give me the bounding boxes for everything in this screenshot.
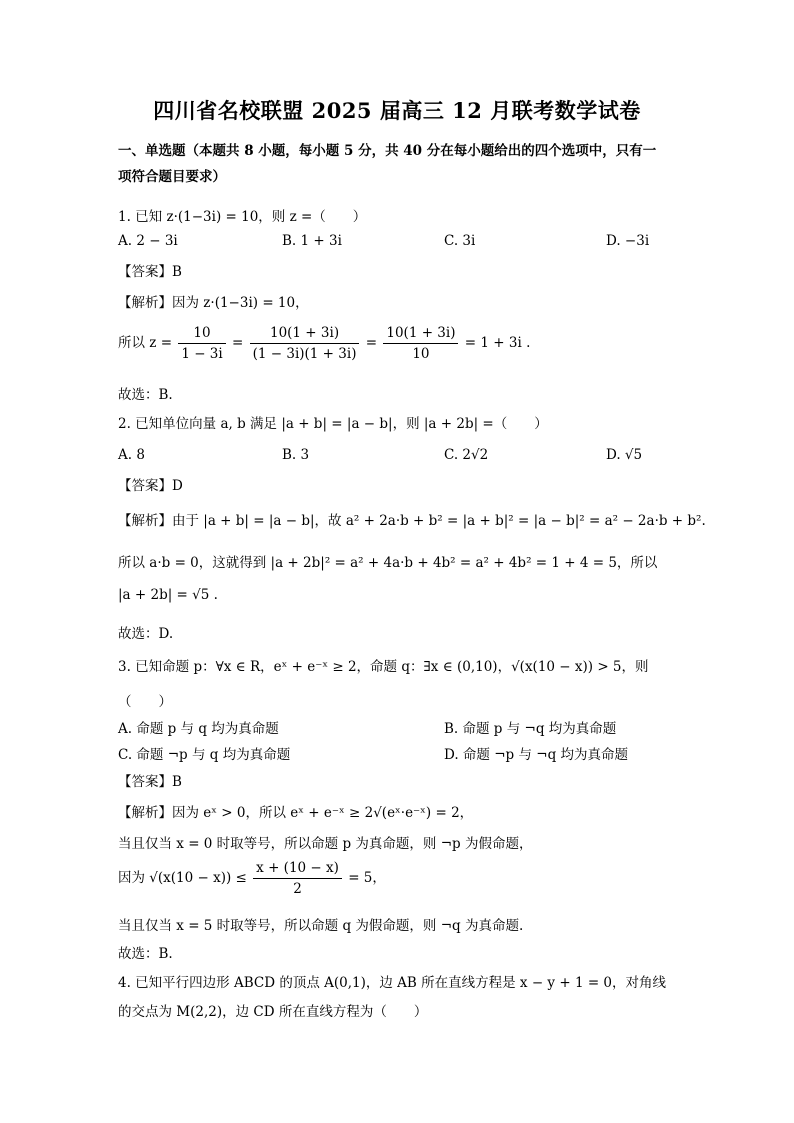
exam-title: 四川省名校联盟 2025 届高三 12 月联考数学试卷 [153, 98, 641, 123]
q1-fraction-2 [250, 325, 360, 362]
q1-answer: 【答案】B [118, 264, 182, 280]
q1-fraction-1-denominator: 1 − 3i [181, 346, 223, 362]
q1-option-d: D. −3i [606, 233, 650, 249]
q4-stem-line-2: 的交点为 M(2,2)，边 CD 所在直线方程为（ ） [118, 1004, 428, 1020]
q2-analysis-line-2: 所以 a·b = 0，这就得到 |a + 2b|² = a² + 4a·b + 4b² = a² + 4b² = 1 + 4 = 5，所以 [118, 555, 658, 571]
q3-analysis-line-4: 当且仅当 x = 5 时取等号，所以命题 q 为假命题，则 ¬q 为真命题. [118, 918, 524, 934]
q2-choose: 故选：D. [118, 626, 174, 642]
q3-option-b: B. 命题 p 与 ¬q 均为真命题 [444, 721, 617, 737]
q1-fraction-2-numerator: 10(1 + 3i) [250, 325, 360, 344]
q1-option-c: C. 3i [444, 233, 476, 249]
q3-option-c: C. 命题 ¬p 与 q 均为真命题 [118, 747, 291, 763]
q1-analysis-line-1: 【解析】因为 z·(1−3i) = 10， [118, 295, 309, 311]
q2-analysis-line-1: 【解析】由于 |a + b| = |a − b|，故 a² + 2a·b + b² = |a + b|² = |a − b|² = a² − 2a·b + b². [118, 513, 706, 529]
q3-stem-line-1: 3. 已知命题 p：∀x ∈ R，eˣ + e⁻ˣ ≥ 2，命题 q：∃x ∈ (0,10)，√(x(10 − x)) > 5，则 [118, 659, 649, 675]
q1-fraction-1 [178, 325, 225, 362]
q2-analysis-line-3: |a + 2b| = √5 . [118, 587, 218, 603]
q2-option-d: D. √5 [606, 447, 643, 463]
q1-fraction-3-denominator: 10 [412, 346, 430, 362]
q3-stem-line-2: （ ） [118, 694, 172, 710]
q3-analysis-line-1: 【解析】因为 eˣ > 0，所以 eˣ + e⁻ˣ ≥ 2√(eˣ·e⁻ˣ) = 2， [118, 805, 474, 821]
q3-analysis-line-2: 当且仅当 x = 0 时取等号，所以命题 p 为真命题，则 ¬p 为假命题， [118, 836, 533, 852]
q3-option-a: A. 命题 p 与 q 均为真命题 [118, 721, 279, 737]
q2-answer: 【答案】D [118, 478, 183, 494]
q3-answer: 【答案】B [118, 774, 182, 790]
q3-formula-prefix: 因为 √(x(10 − x)) ≤ [118, 870, 247, 886]
q3-fraction-numerator: x + (10 − x) [253, 860, 342, 879]
q2-option-b: B. 3 [282, 447, 310, 463]
q1-choose: 故选：B. [118, 387, 173, 403]
q2-option-a: A. 8 [118, 447, 145, 463]
q2-stem: 2. 已知单位向量 a, b 满足 |a + b| = |a − b|，则 |a + 2b| =（ ） [118, 416, 548, 432]
q3-fraction-denominator: 2 [293, 881, 302, 897]
q2-option-c: C. 2√2 [444, 447, 489, 463]
q1-analysis-formula: 所以 z = $\frac{10}{1 - 3i}$ = $\frac{10(1 + 3i)}{(1 - 3i)(1 + 3i)}$ = $\frac{10(1 + 3i)}{10}$ = 1 + 3i . [118, 325, 531, 362]
q3-option-d: D. 命题 ¬p 与 ¬q 均为真命题 [444, 747, 628, 763]
q1-formula-prefix: 所以 z = [118, 335, 173, 351]
q4-stem-line-1: 4. 已知平行四边形 ABCD 的顶点 A(0,1)，边 AB 所在直线方程是 x − y + 1 = 0，对角线 [118, 975, 667, 991]
q3-fraction [253, 860, 342, 897]
q3-analysis-formula [118, 860, 386, 897]
section-heading-line-2: 项符合题目要求） [118, 169, 226, 185]
q3-choose: 故选：B. [118, 946, 173, 962]
q1-formula-suffix: = 1 + 3i . [464, 335, 531, 351]
q1-fraction-2-denominator: (1 − 3i)(1 + 3i) [252, 346, 357, 362]
q1-fraction-3 [383, 325, 458, 362]
q1-option-b: B. 1 + 3i [282, 233, 342, 249]
q1-option-a: A. 2 − 3i [118, 233, 178, 249]
q1-fraction-1-numerator: 10 [178, 325, 225, 344]
q3-formula-suffix: = 5， [348, 870, 386, 886]
q1-fraction-3-numerator: 10(1 + 3i) [383, 325, 458, 344]
section-heading-line-1: 一、单选题（本题共 8 小题，每小题 5 分，共 40 分在每小题给出的四个选项中，只有一 [118, 143, 657, 159]
q1-stem: 1. 已知 z·(1−3i) = 10，则 z =（ ） [118, 209, 367, 225]
